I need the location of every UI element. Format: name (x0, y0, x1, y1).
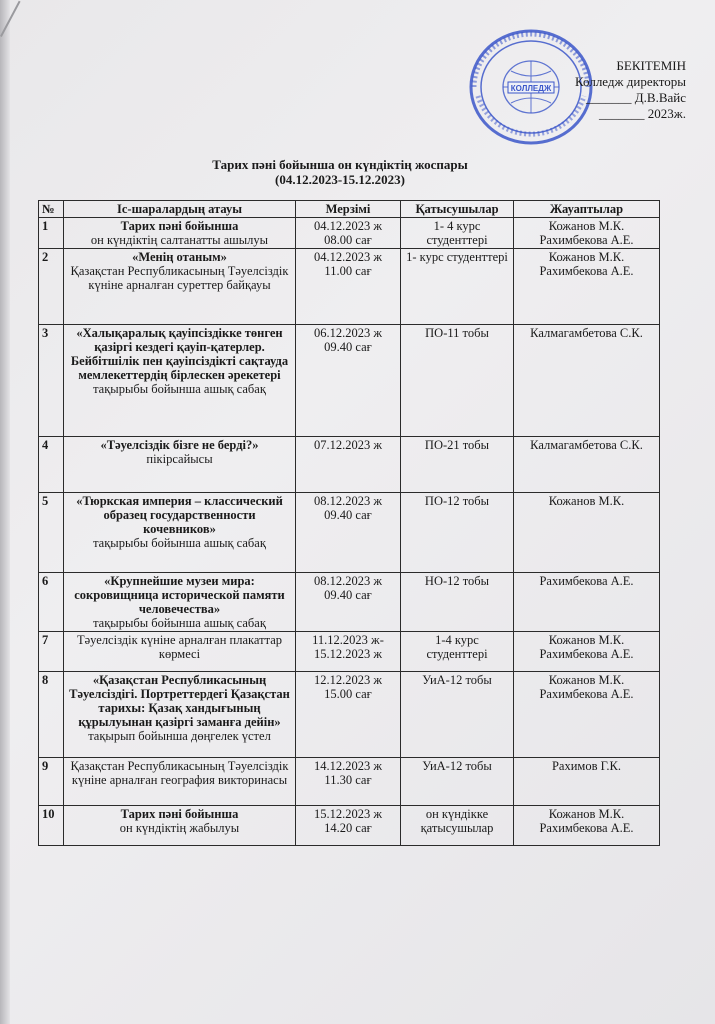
event-name (64, 573, 296, 632)
event-responsible: Калмагамбетова С.К. (514, 325, 660, 437)
event-name-bold: Тарих пәні бойынша (120, 807, 239, 821)
event-name (64, 806, 296, 846)
event-name (64, 218, 296, 249)
table-row (39, 672, 660, 758)
document-title (200, 157, 480, 187)
table-row (39, 493, 660, 573)
row-number: 10 (39, 806, 64, 846)
event-name-bold: Тарих пәні бойынша (120, 219, 239, 233)
event-name (64, 325, 296, 437)
row-number: 5 (39, 493, 64, 573)
event-name-rest: тақырыбы бойынша ашық сабақ (93, 382, 266, 396)
event-date: 15.12.2023 ж 14.20 сағ (296, 806, 401, 846)
event-name-bold: «Крупнейшие музеи мира: сокровищница исторической памяти человечества» (74, 574, 285, 616)
row-number: 8 (39, 672, 64, 758)
paper-fold-shadow (0, 0, 10, 1024)
table-row (39, 632, 660, 672)
event-name-rest: тақырыбы бойынша ашық сабақ (93, 536, 266, 550)
approval-title: БЕКІТЕМІН (616, 58, 686, 73)
event-name-bold: «Менің отаным» (132, 250, 227, 264)
event-responsible: Калмагамбетова С.К. (514, 437, 660, 493)
row-number: 2 (39, 249, 64, 325)
header-participants: Қатысушылар (401, 201, 514, 218)
event-participants: 1- 4 курс студенттері (401, 218, 514, 249)
event-responsible: Рахимов Г.К. (514, 758, 660, 806)
event-name-rest: пікірсайысы (146, 452, 213, 466)
event-name-rest: тақырып бойынша дөңгелек үстел (88, 729, 271, 743)
event-date: 04.12.2023 ж 11.00 сағ (296, 249, 401, 325)
event-name (64, 672, 296, 758)
event-date: 12.12.2023 ж 15.00 сағ (296, 672, 401, 758)
event-name-bold: «Қазақстан Республикасының Тәуелсіздігі. Портреттердегі Қазақстан тарихы: Қазақ хандығының құрылуынан қазіргі заманға дейін» (69, 673, 290, 729)
header-event-name: Іс-шаралардың атауы (64, 201, 296, 218)
event-name (64, 493, 296, 573)
table-row (39, 249, 660, 325)
event-name-rest: он күндіктің жабылуы (119, 821, 240, 835)
event-participants: ПО-21 тобы (401, 437, 514, 493)
approval-block (536, 58, 686, 122)
event-name (64, 758, 296, 806)
event-responsible: Кожанов М.К. (514, 493, 660, 573)
event-name-rest: Қазақстан Республикасының Тәуелсіздік күніне арналған география викторинасы (70, 759, 289, 787)
table-row (39, 218, 660, 249)
table-row (39, 758, 660, 806)
event-plan-table (38, 200, 660, 846)
event-participants: 1- курс студенттері (401, 249, 514, 325)
event-responsible: Рахимбекова А.Е. (514, 573, 660, 632)
event-responsible: Кожанов М.К. Рахимбекова А.Е. (514, 632, 660, 672)
event-name (64, 437, 296, 493)
table-header-row (39, 201, 660, 218)
approval-position: Колледж директоры (574, 74, 686, 89)
row-number: 4 (39, 437, 64, 493)
event-name-rest: он күндіктің салтанатты ашылуы (90, 233, 269, 247)
event-participants: УиА-12 тобы (401, 672, 514, 758)
table-row (39, 325, 660, 437)
event-participants: он күндікке қатысушылар (401, 806, 514, 846)
table-row (39, 573, 660, 632)
event-name-bold: «Халықаралық қауіпсіздікке төнген қазіргі кездегі қауіп-қатерлер. Бейбітшілік пен қауіпсіздікті сақтауда мемлекеттердің бірлескен әрекетері (70, 326, 289, 382)
event-name (64, 249, 296, 325)
event-name-rest: Қазақстан Республикасының Тәуелсіздік күніне арналған суреттер байқауы (70, 264, 289, 292)
event-participants: НО-12 тобы (401, 573, 514, 632)
table-row (39, 437, 660, 493)
event-responsible: Кожанов М.К. Рахимбекова А.Е. (514, 249, 660, 325)
row-number: 6 (39, 573, 64, 632)
event-name-bold: «Тәуелсіздік бізге не берді?» (100, 438, 259, 452)
event-participants: ПО-12 тобы (401, 493, 514, 573)
row-number: 9 (39, 758, 64, 806)
event-responsible: Кожанов М.К. Рахимбекова А.Е. (514, 218, 660, 249)
row-number: 7 (39, 632, 64, 672)
approval-date: _______ 2023ж. (599, 106, 686, 121)
event-date: 04.12.2023 ж 08.00 сағ (296, 218, 401, 249)
event-date: 11.12.2023 ж- 15.12.2023 ж (296, 632, 401, 672)
event-date: 06.12.2023 ж 09.40 сағ (296, 325, 401, 437)
event-name-bold: «Тюркская империя – классический образец государственности кочевников» (76, 494, 283, 536)
event-date: 08.12.2023 ж 09.40 сағ (296, 573, 401, 632)
event-date: 07.12.2023 ж (296, 437, 401, 493)
title-period: (04.12.2023-15.12.2023) (275, 172, 405, 187)
event-participants: ПО-11 тобы (401, 325, 514, 437)
header-responsible: Жауаптылар (514, 201, 660, 218)
row-number: 3 (39, 325, 64, 437)
row-number: 1 (39, 218, 64, 249)
event-responsible: Кожанов М.К. Рахимбекова А.Е. (514, 672, 660, 758)
event-name (64, 632, 296, 672)
header-number: № (39, 201, 64, 218)
event-participants: УиА-12 тобы (401, 758, 514, 806)
title-line: Тарих пәні бойынша он күндіктің жоспары (212, 157, 468, 172)
svg-text:КОЛЛЕДЖ: КОЛЛЕДЖ (510, 84, 552, 93)
event-participants: 1-4 курс студенттері (401, 632, 514, 672)
event-name-rest: Тәуелсіздік күніне арналған плакаттар көрмесі (77, 633, 282, 661)
header-date: Мерзімі (296, 201, 401, 218)
event-name-rest: тақырыбы бойынша ашық сабақ (93, 616, 266, 630)
event-date: 14.12.2023 ж 11.30 сағ (296, 758, 401, 806)
table-row (39, 806, 660, 846)
event-responsible: Кожанов М.К. Рахимбекова А.Е. (514, 806, 660, 846)
approval-signature: _______ Д.В.Вайс (586, 90, 686, 105)
event-date: 08.12.2023 ж 09.40 сағ (296, 493, 401, 573)
